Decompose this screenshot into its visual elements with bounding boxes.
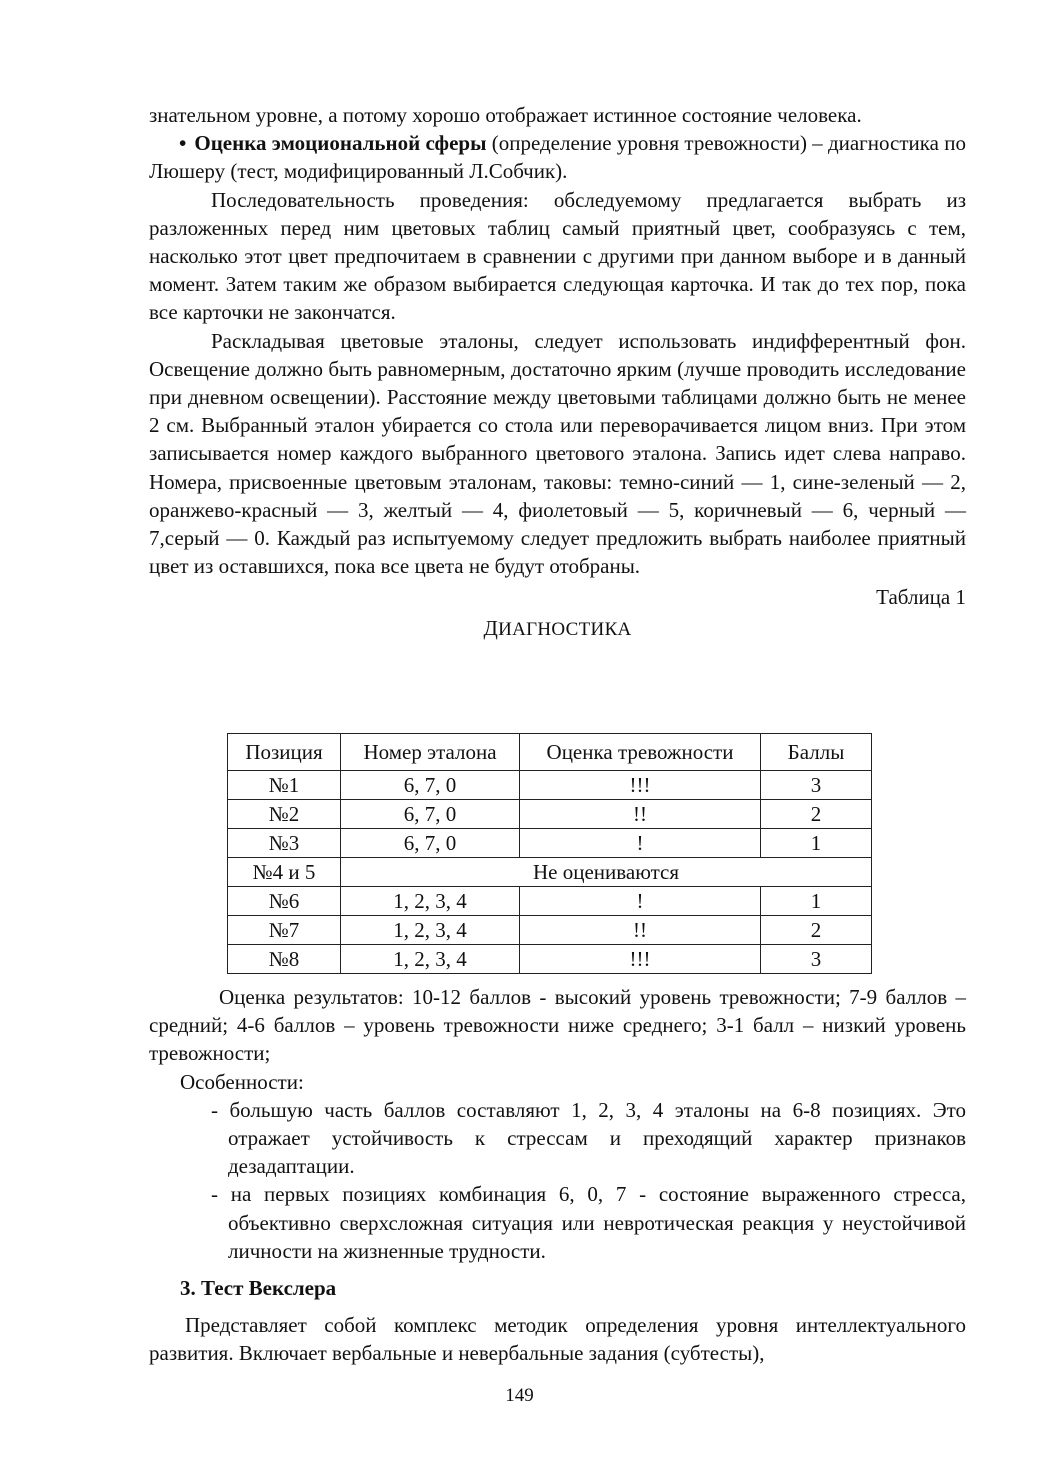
page-number: 149	[505, 1385, 534, 1406]
header-number: Номер эталона	[341, 734, 520, 771]
cell: !!!	[520, 771, 761, 800]
diagnostics-table	[227, 733, 872, 974]
table-label: Таблица 1	[876, 585, 966, 610]
caption-initial: Д	[483, 615, 499, 640]
cell: 1	[761, 829, 872, 858]
table-row	[228, 945, 872, 974]
cell: 6, 7, 0	[341, 800, 520, 829]
cell: 1, 2, 3, 4	[341, 916, 520, 945]
cell: №6	[228, 887, 341, 916]
list-item: - большую часть баллов составляют 1, 2, 3, 4 эталоны на 6-8 позициях. Это отражает устойчивость к стрессам и преходящий характер признаков дезадаптации.	[211, 1097, 966, 1179]
lower-text	[149, 983, 966, 1368]
table-row	[228, 829, 872, 858]
merged-cell: Не оцениваются	[341, 858, 872, 887]
bullet-bold-text: Оценка эмоциональной сферы	[194, 131, 487, 156]
cell: !!	[520, 916, 761, 945]
header-anxiety: Оценка тревожности	[520, 734, 761, 771]
table-row-merged	[228, 858, 872, 887]
table-row	[228, 887, 872, 916]
bullet-paragraph	[149, 129, 966, 185]
cell: 1, 2, 3, 4	[341, 945, 520, 974]
cell: 6, 7, 0	[341, 829, 520, 858]
bullet-icon: •	[179, 131, 187, 156]
table-row	[228, 771, 872, 800]
header-points: Баллы	[761, 734, 872, 771]
cell: №7	[228, 916, 341, 945]
section-heading: 3. Тест Векслера	[180, 1276, 337, 1301]
paragraph-wechsler: Представляет собой комплекс методик определения уровня интеллектуального развития. Включает вербальные и невербальные задания (субтесты),	[149, 1313, 966, 1366]
cell: 2	[761, 916, 872, 945]
cell: 3	[761, 945, 872, 974]
cell: №2	[228, 800, 341, 829]
caption-rest: ИАГНОСТИКА	[498, 618, 632, 640]
table-row	[228, 800, 872, 829]
upper-text	[149, 101, 966, 644]
cell: !	[520, 829, 761, 858]
cell: №1	[228, 771, 341, 800]
cell: 3	[761, 771, 872, 800]
table-caption	[149, 614, 966, 644]
paragraph-colors: Раскладывая цветовые эталоны, следует использовать индифферентный фон. Освещение должно быть равномерным, достаточно ярким (лучше проводить исследование при дневном освещении). Расстояние между цветовыми таблицами должно быть не менее 2 см. Выбранный эталон убирается со стола или переворачивается лицом вниз. При этом записывается номер каждого выбранного цветового эталона. Запись идет слева направо. Номера, присвоенные цветовым эталонам, таковы: темно-синий — 1, сине-зеленый — 2, оранжево-красный — 3, желтый — 4, фиолетовый — 5, коричневый — 6, черный — 7,серый — 0. Каждый раз испытуемому следует предложить выбрать наиболее приятный цвет из оставшихся, пока все цвета не будут отобраны.	[149, 328, 966, 579]
cell: !!!	[520, 945, 761, 974]
paragraph-results: Оценка результатов: 10-12 баллов - высокий уровень тревожности; 7-9 баллов – средний; 4-6 баллов – уровень тревожности ниже среднего; 3-1 балл – низкий уровень тревожности;	[149, 985, 966, 1066]
cell: !	[520, 887, 761, 916]
cell: 6, 7, 0	[341, 771, 520, 800]
paragraph-intro: знательном уровне, а потому хорошо отображает истинное состояние человека.	[149, 103, 862, 127]
cell: №8	[228, 945, 341, 974]
cell: 2	[761, 800, 872, 829]
cell: 1, 2, 3, 4	[341, 887, 520, 916]
bullet-text: (определение уровня тревожности) – диагностика по Люшеру (тест, модифицированный Л.Собчик).	[149, 131, 966, 184]
header-position: Позиция	[228, 734, 341, 771]
table-header-row	[228, 734, 872, 771]
features-label: Особенности:	[180, 1069, 304, 1094]
list-item: - на первых позициях комбинация 6, 0, 7 - состояние выраженного стресса, объективно сверхсложная ситуация или невротическая реакция у неустойчивой личности на жизненные трудности.	[211, 1182, 966, 1263]
cell: №4 и 5	[228, 858, 341, 887]
cell: 1	[761, 887, 872, 916]
cell: !!	[520, 800, 761, 829]
table-row	[228, 916, 872, 945]
cell: №3	[228, 829, 341, 858]
paragraph-procedure: Последовательность проведения: обследуемому предлагается выбрать из разложенных перед ним цветовых таблиц самый приятный цвет, сообразуясь с тем, насколько этот цвет предпочитаем в сравнении с другими при данном выборе и в данный момент. Затем таким же образом выбирается следующая карточка. И так до тех пор, пока все карточки не закончатся.	[149, 187, 966, 325]
